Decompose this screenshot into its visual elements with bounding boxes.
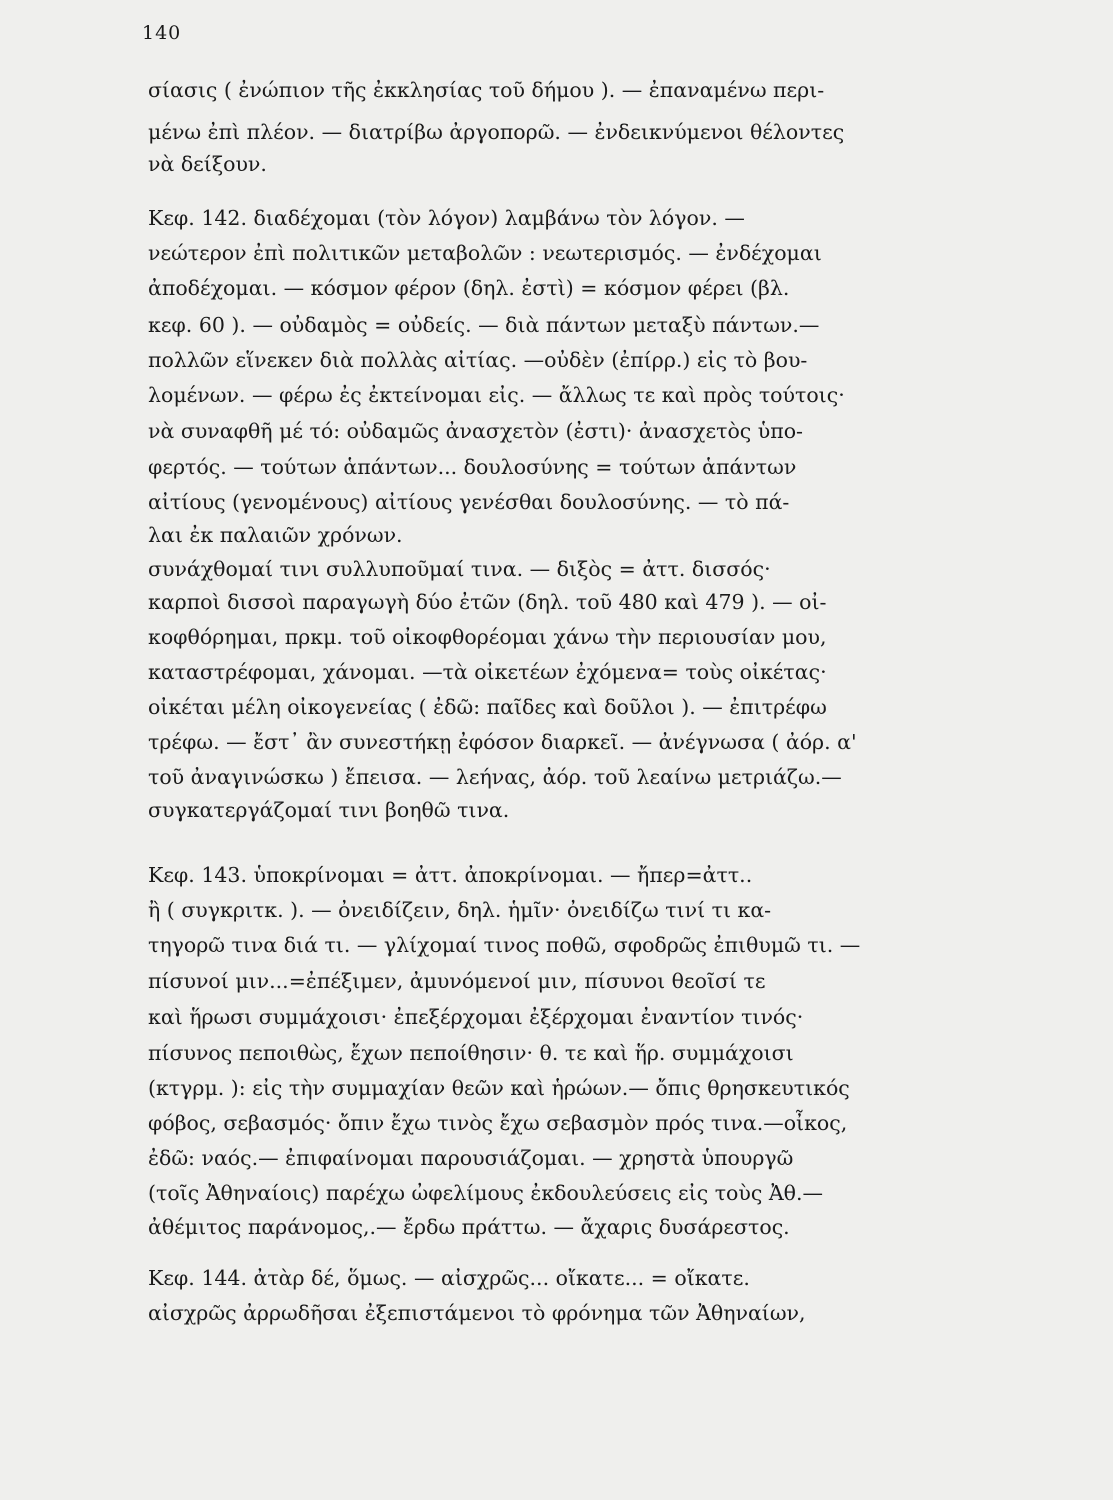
text-line: σίασις ( ἐνώπιον τῆς ἐκκλησίας τοῦ δήμου ). — ἐπαναμένω περι- [148, 78, 825, 102]
text-line: νὰ δείξουν. [148, 152, 267, 176]
text-line: Κεφ. 144. ἀτὰρ δέ, ὅμως. — αἰσχρῶς... οἴκατε... = οἴκατε. [148, 1266, 750, 1290]
text-line: φερτός. — τούτων ἁπάντων... δουλοσύνης = τούτων ἁπάντων [148, 455, 797, 479]
text-line: καὶ ἥρωσι συμμάχοισι· ἐπεξέρχομαι ἐξέρχομαι ἐναντίον τινός· [148, 1005, 804, 1029]
text-line: λομένων. — φέρω ἐς ἐκτείνομαι εἰς. — ἄλλως τε καὶ πρὸς τούτοις· [148, 383, 845, 407]
text-line: μένω ἐπὶ πλέον. — διατρίβω ἀργοπορῶ. — ἐνδεικνύμενοι θέλοντες [148, 120, 845, 144]
text-line: νεώτερον ἐπὶ πολιτικῶν μεταβολῶν : νεωτερισμός. — ἐνδέχομαι [148, 241, 822, 265]
text-line: καταστρέφομαι, χάνομαι. —τὰ οἰκετέων ἐχόμενα= τοὺς οἰκέτας· [148, 660, 827, 684]
text-line: ἀποδέχομαι. — κόσμον φέρον (δηλ. ἐστὶ) = κόσμον φέρει (βλ. [148, 276, 790, 300]
text-line: κοφθόρημαι, πρκμ. τοῦ οἰκοφθορέομαι χάνω τὴν περιουσίαν μου, [148, 625, 827, 649]
text-line: νὰ συναφθῆ μέ τό: οὐδαμῶς ἀνασχετὸν (ἐστι)· ἀνασχετὸς ὑπο- [148, 419, 803, 443]
text-line: αἰσχρῶς ἀρρωδῆσαι ἐξεπιστάμενοι τὸ φρόνημα τῶν Ἀθηναίων, [148, 1301, 806, 1325]
text-line: (κτγρμ. ): εἰς τὴν συμμαχίαν θεῶν καὶ ἡρώων.— ὄπις θρησκευτικός [148, 1076, 850, 1100]
text-line: (τοῖς Ἀθηναίοις) παρέχω ὠφελίμους ἐκδουλεύσεις εἰς τοὺς Ἀθ.— [148, 1181, 823, 1205]
text-line: πολλῶν εἵνεκεν διὰ πολλὰς αἰτίας. —οὐδὲν (ἐπίρρ.) εἰς τὸ βου- [148, 348, 808, 372]
text-line: Κεφ. 143. ὑποκρίνομαι = ἀττ. ἀποκρίνομαι. — ἤπερ=ἀττ.. [148, 863, 753, 887]
text-line: αἰτίους (γενομένους) αἰτίους γενέσθαι δουλοσύνης. — τὸ πά- [148, 490, 790, 514]
text-line: ἢ ( συγκριτκ. ). — ὀνειδίζειν, δηλ. ἡμῖν· ὀνειδίζω τινί τι κα- [148, 898, 772, 922]
text-line: πίσυνοί μιν...=ἐπέξιμεν, ἀμυνόμενοί μιν, πίσυνοι θεοῖσί τε [148, 969, 766, 993]
text-line: φόβος, σεβασμός· ὄπιν ἔχω τινὸς ἔχω σεβασμὸν πρός τινα.—οἶκος, [148, 1111, 848, 1135]
text-line: ἀθέμιτος παράνομος,.— ἔρδω πράττω. — ἄχαρις δυσάρεστος. [148, 1215, 790, 1239]
text-line: οἰκέται μέλη οἰκογενείας ( ἐδῶ: παῖδες καὶ δοῦλοι ). — ἐπιτρέφω [148, 695, 827, 719]
text-line: λαι ἐκ παλαιῶν χρόνων. [148, 523, 403, 547]
text-line: πίσυνος πεποιθὼς, ἔχων πεποίθησιν· θ. τε καὶ ἥρ. συμμάχοισι [148, 1041, 794, 1065]
text-line: συνάχθομαί τινι συλλυποῦμαί τινα. — διξὸς = ἀττ. δισσός· [148, 557, 771, 581]
text-line: τρέφω. — ἔστ᾽ ἂν συνεστήκῃ ἐφόσον διαρκεῖ. — ἀνέγνωσα ( ἀόρ. α' [148, 730, 857, 754]
page-number: 140 [142, 22, 182, 44]
text-line: καρποὶ δισσοὶ παραγωγὴ δύο ἐτῶν (δηλ. τοῦ 480 καὶ 479 ). — οἰ- [148, 590, 827, 614]
text-line: κεφ. 60 ). — οὐδαμὸς = οὐδείς. — διὰ πάντων μεταξὺ πάντων.— [148, 313, 820, 337]
text-line: συγκατεργάζομαί τινι βοηθῶ τινα. [148, 798, 510, 822]
text-line: τηγορῶ τινα διά τι. — γλίχομαί τινος ποθῶ, σφοδρῶς ἐπιθυμῶ τι. — [148, 933, 861, 957]
text-line: τοῦ ἀναγινώσκω ) ἔπεισα. — λεήνας, ἀόρ. τοῦ λεαίνω μετριάζω.— [148, 765, 842, 789]
text-line: Κεφ. 142. διαδέχομαι (τὸν λόγον) λαμβάνω τὸν λόγον. — [148, 206, 745, 230]
text-line: ἐδῶ: ναός.— ἐπιφαίνομαι παρουσιάζομαι. — χρηστὰ ὑπουργῶ [148, 1146, 794, 1170]
